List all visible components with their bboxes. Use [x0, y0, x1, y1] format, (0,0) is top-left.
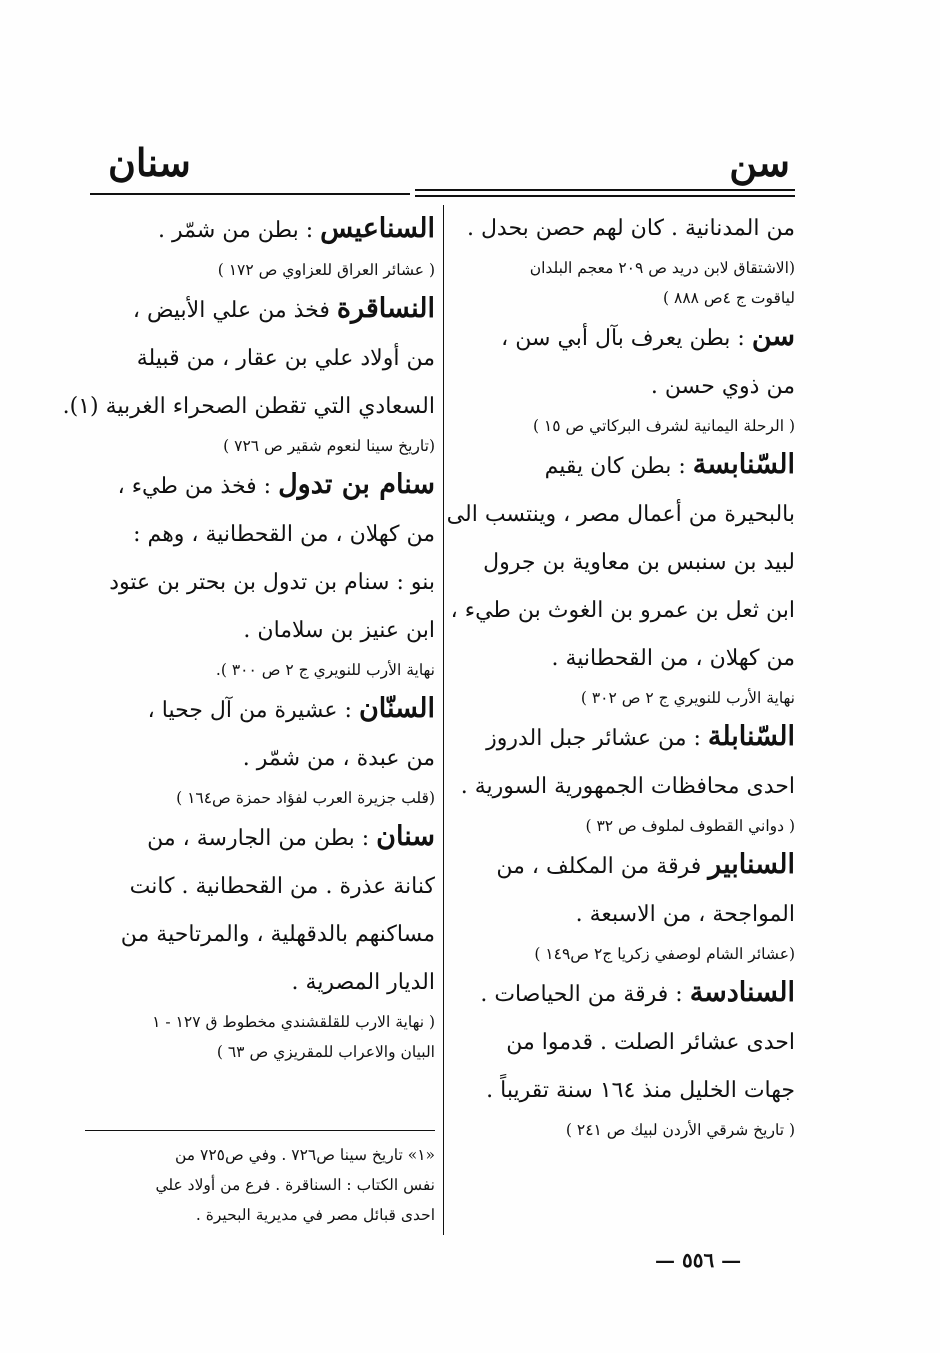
- entry-text: فرقة من المكلف ، من: [496, 854, 709, 879]
- entry-text: : بطن من شمّر .: [158, 218, 321, 243]
- entry-text: : فخذ من طيء ،: [117, 474, 279, 499]
- entry-body-line: ابن عنيز بن سلامان .: [243, 618, 435, 643]
- entry-body-line: لبيد بن سنبس بن معاوية بن جرول: [483, 550, 795, 575]
- entry-line: [450, 969, 795, 1019]
- right-column: [446, 205, 795, 1145]
- entry-text: : فرقة من الحياصات .: [480, 982, 690, 1007]
- header-rule-right-bottom: [415, 195, 795, 197]
- header-rule-left: [90, 193, 410, 195]
- entry-line: [90, 685, 435, 735]
- entry-text: : عشيرة من آل جحيا ،: [147, 698, 359, 723]
- source-citation: البيان والاعراب للمقريزي ص ٦٣ ): [216, 1043, 435, 1061]
- entry-body-line: كنانة عذرة . من القحطانية . كانت: [129, 874, 435, 899]
- left-column: [62, 205, 435, 1067]
- entry-body-line: المواجحة ، من الاسبعة .: [575, 902, 795, 927]
- source-citation: ( عشائر العراق للعزاوي ص ١٧٢ ): [217, 261, 435, 279]
- entry-headword: النساقرة: [336, 293, 435, 324]
- entry-text: : بطن كان يقيم: [544, 454, 693, 479]
- entry-headword: السناعيس: [320, 213, 435, 244]
- entry-line: [450, 713, 795, 763]
- entry-line: [90, 813, 435, 863]
- entry-headword: السّنابلة: [707, 721, 795, 752]
- entry-body-line: من ذوي حسن .: [650, 374, 795, 399]
- column-divider: [443, 205, 444, 1235]
- source-citation: لياقوت ج ٤ص ٨٨٨ ): [663, 289, 795, 307]
- source-citation: ( دواني القطوف لملوف ص ٣٢ ): [585, 817, 795, 835]
- entry-body-line: من عبدة ، من شمّر .: [242, 746, 435, 771]
- source-citation: نهاية الأرب للنويري ج ٢ ص ٣٠٢ ): [580, 689, 795, 707]
- entry-body-line: من أولاد علي بن عقار ، من قبيلة: [136, 346, 435, 371]
- entry-body-line: من المدنانية . كان لهم حصن بحدل .: [466, 216, 795, 241]
- footnote-rule: [85, 1130, 435, 1131]
- entry-body-line: بالبحيرة من أعمال مصر ، وينتسب الى: [446, 502, 795, 527]
- entry-body-line: احدى محافظات الجمهورية السورية .: [460, 774, 795, 799]
- entry-body-line: السعادي التي تقطن الصحراء الغربية (١).: [62, 394, 435, 419]
- source-citation: ( الرحلة اليمانية لشرف البركاتي ص ١٥ ): [532, 417, 795, 435]
- entry-body-line: من كهلان ، من القحطانية ، وهم :: [133, 522, 435, 547]
- entry-body-line: احدى عشائر الصلت . قدموا من: [506, 1030, 795, 1055]
- footnote: [90, 1140, 435, 1230]
- entry-headword: سنان: [376, 821, 435, 852]
- entry-line: [450, 313, 795, 363]
- running-header-right: سن: [729, 140, 790, 185]
- entry-line: [450, 441, 795, 491]
- entry-headword: سنام بن تدول: [278, 469, 435, 500]
- source-citation: نهاية الأرب للنويري ج ٢ ص ٣٠٠ ).: [215, 661, 435, 679]
- source-citation: (تاريخ سينا لنعوم شقير ص ٧٢٦ ): [223, 437, 435, 455]
- entry-body-line: ابن ثعل بن عمرو بن الغوث بن طيء ،: [450, 598, 795, 623]
- entry-body-line: بنو : سنام بن تدول بن بحتر بن عتود: [109, 570, 435, 595]
- source-citation: (الاشتقاق لابن دريد ص ٢٠٩ معجم البلدان: [529, 259, 795, 277]
- entry-text: فخذ من علي الأبيض ،: [132, 298, 337, 323]
- running-header-left: سنان: [108, 140, 191, 185]
- entry-line: [90, 285, 435, 335]
- entry-body-line: جهات الخليل منذ ١٦٤ سنة تقريباً .: [486, 1078, 795, 1103]
- source-citation: ( نهاية الارب للقلقشندي مخطوط ق ١٢٧ - ١: [152, 1013, 435, 1031]
- source-citation: ( تاريخ شرقي الأردن لبيك ص ٢٤١ ): [565, 1121, 795, 1139]
- entry-body-line: الديار المصرية .: [291, 970, 435, 995]
- entry-headword: السنابير: [708, 849, 795, 880]
- footnote-line: احدى قبائل مصر في مديرية البحيرة .: [195, 1206, 435, 1224]
- entry-body-line: مساكنهم بالدقهلية ، والمرتاحية من: [120, 922, 435, 947]
- entry-headword: السنادسة: [689, 977, 795, 1008]
- entry-body-line: من كهلان ، من القحطانية .: [551, 646, 795, 671]
- entry-line: [450, 841, 795, 891]
- entry-line: [90, 461, 435, 511]
- source-citation: (قلب جزيرة العرب لفؤاد حمزة ص١٦٤ ): [176, 789, 435, 807]
- source-citation: (عشائر الشام لوصفي زكريا ج٢ ص١٤٩ ): [534, 945, 795, 963]
- entry-text: : بطن من الجارسة ، من: [147, 826, 377, 851]
- entry-text: : من عشائر جبل الدروز: [486, 726, 708, 751]
- entry-line: [90, 205, 435, 255]
- entry-text: : بطن يعرف بآل أبي سن ،: [501, 326, 752, 351]
- footnote-line: «١» تاريخ سينا ص٧٢٦ . وفي ص٧٢٥ من: [175, 1146, 435, 1164]
- entry-headword: السنّان: [358, 693, 435, 724]
- header-rule-right-top: [415, 189, 795, 191]
- entry-headword: سن: [751, 321, 795, 352]
- page-number: — ٥٥٦ —: [655, 1248, 742, 1272]
- footnote-line: نفس الكتاب : السناقرة . فرع من أولاد علي: [155, 1176, 435, 1194]
- entry-headword: السّنابسة: [692, 449, 795, 480]
